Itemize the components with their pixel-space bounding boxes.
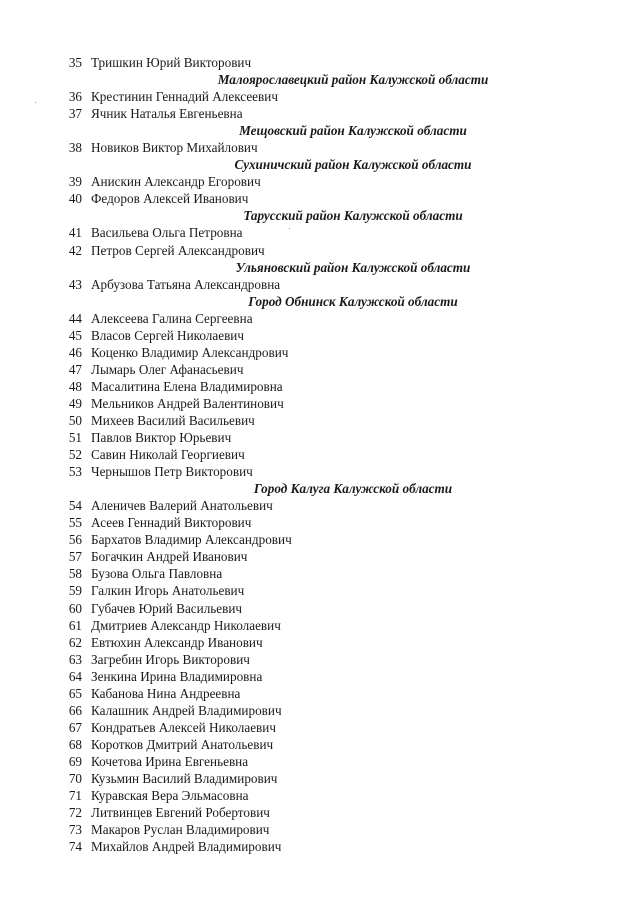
list-item-name: Евтюхин Александр Иванович	[91, 634, 263, 650]
list-item-name: Алексеева Галина Сергеевна	[91, 310, 253, 326]
list-item	[0, 446, 640, 463]
list-item	[0, 514, 640, 531]
list-item-number: 58	[68, 566, 82, 582]
list-item-name: Богачкин Андрей Иванович	[91, 549, 248, 565]
list-item-number: 48	[68, 378, 82, 394]
list-item-number: 35	[68, 55, 82, 70]
list-item-number: 70	[68, 770, 82, 786]
list-item-number: 40	[68, 191, 82, 207]
list-item-number: 41	[68, 225, 82, 241]
list-item	[0, 804, 640, 821]
list-item-number: 45	[68, 327, 82, 343]
list-item-number: 60	[68, 600, 82, 616]
list-item-number: 44	[68, 310, 82, 326]
section-heading: Ульяновский район Калужской области	[235, 259, 471, 275]
list-item-name: Бархатов Владимир Александрович	[91, 532, 292, 548]
section-heading: Малоярославецкий район Калужской области	[217, 72, 489, 88]
list-item-name: Михайлов Андрей Владимирович	[91, 839, 282, 855]
list-item-name: Кабанова Нина Андреевна	[91, 685, 241, 701]
list-item-name: Кочетова Ирина Евгеньевна	[91, 753, 249, 769]
list-item	[0, 173, 640, 190]
list-item-name: Павлов Виктор Юрьевич	[91, 430, 232, 446]
list-item	[0, 378, 640, 395]
section-heading: Сухиничский район Калужской области	[234, 157, 472, 173]
list-item-number: 74	[68, 839, 82, 855]
list-item-name: Чернышов Петр Викторович	[91, 464, 253, 480]
list-item	[0, 565, 640, 582]
list-item-name: Аленичев Валерий Анатольевич	[91, 498, 273, 514]
list-item	[0, 753, 640, 770]
list-item-name: Дмитриев Александр Николаевич	[91, 617, 281, 633]
list-item-number: 42	[68, 242, 82, 258]
list-item-name: Асеев Геннадий Викторович	[91, 515, 252, 531]
list-item-name: Михеев Василий Васильевич	[91, 412, 255, 428]
list-item	[0, 821, 640, 838]
list-item-number: 63	[68, 651, 82, 667]
list-item-name: Лымарь Олег Афанасьевич	[91, 361, 244, 377]
list-item-number: 52	[68, 447, 82, 463]
list-item-number: 56	[68, 532, 82, 548]
list-item-number: 54	[68, 498, 82, 514]
list-item-name: Литвинцев Евгений Робертович	[91, 805, 270, 821]
list-item-number: 72	[68, 805, 82, 821]
list-item	[0, 276, 640, 293]
list-item-number: 55	[68, 515, 82, 531]
list-item-number: 73	[68, 822, 82, 838]
list-item	[0, 190, 640, 207]
list-item-name: Анискин Александр Егорович	[91, 174, 261, 190]
list-item-number: 43	[68, 276, 82, 292]
list-item	[0, 327, 640, 344]
list-item	[0, 787, 640, 804]
list-item	[0, 736, 640, 753]
list-item-number: 61	[68, 617, 82, 633]
list-item-name: Загребин Игорь Викторович	[91, 651, 250, 667]
list-item	[0, 719, 640, 736]
list-item-number: 37	[68, 106, 82, 122]
list-item-name: Власов Сергей Николаевич	[91, 327, 244, 343]
list-item	[0, 242, 640, 259]
list-item-number: 46	[68, 344, 82, 360]
list-item-number: 49	[68, 395, 82, 411]
list-item	[0, 88, 640, 105]
list-item-name: Мельников Андрей Валентинович	[91, 395, 284, 411]
section-heading: Город Калуга Калужской области	[253, 481, 453, 497]
list-item-number: 39	[68, 174, 82, 190]
list-item-number: 62	[68, 634, 82, 650]
list-item	[0, 54, 640, 71]
list-item-number: 71	[68, 788, 82, 804]
list-item	[0, 702, 640, 719]
list-item-name: Васильева Ольга Петровна	[91, 225, 243, 241]
list-item-number: 53	[68, 464, 82, 480]
list-item-name: Ячник Наталья Евгеньевна	[91, 106, 243, 122]
list-item	[0, 651, 640, 668]
list-item	[0, 685, 640, 702]
list-item-name: Коценко Владимир Александрович	[91, 344, 289, 360]
list-item	[0, 600, 640, 617]
list-item-name: Тришкин Юрий Викторович	[91, 55, 252, 70]
list-item	[0, 617, 640, 634]
list-item	[0, 429, 640, 446]
list-item-number: 38	[68, 140, 82, 156]
list-item-number: 50	[68, 412, 82, 428]
list-item-name: Бузова Ольга Павловна	[91, 566, 223, 582]
list-item	[0, 463, 640, 480]
list-item	[0, 582, 640, 599]
list-item	[0, 361, 640, 378]
list-item	[0, 224, 640, 241]
list-item-name: Федоров Алексей Иванович	[91, 191, 249, 207]
list-item-name: Коротков Дмитрий Анатольевич	[91, 736, 274, 752]
list-item	[0, 412, 640, 429]
list-item	[0, 531, 640, 548]
list-item	[0, 344, 640, 361]
list-item-name: Арбузова Татьяна Александровна	[91, 276, 281, 292]
list-item-number: 51	[68, 430, 82, 446]
list-item-name: Губачев Юрий Васильевич	[91, 600, 243, 616]
list-item-number: 67	[68, 719, 82, 735]
list-item-name: Калашник Андрей Владимирович	[91, 702, 282, 718]
list-item-name: Петров Сергей Александрович	[91, 242, 265, 258]
list-item	[0, 838, 640, 855]
list-item-name: Масалитина Елена Владимировна	[91, 378, 283, 394]
list-item	[0, 310, 640, 327]
list-item	[0, 770, 640, 787]
list-item	[0, 139, 640, 156]
list-item-name: Куравская Вера Эльмасовна	[91, 788, 249, 804]
section-heading: Тарусский район Калужской области	[243, 208, 463, 224]
list-item-name: Галкин Игорь Анатольевич	[91, 583, 245, 599]
list-item-name: Савин Николай Георгиевич	[91, 447, 245, 463]
list-item-number: 66	[68, 702, 82, 718]
list-item-number: 47	[68, 361, 82, 377]
list-item-name: Новиков Виктор Михайлович	[91, 140, 258, 156]
section-heading: Город Обнинск Калужской области	[248, 293, 458, 309]
list-item-number: 36	[68, 89, 82, 105]
list-item-name: Крестинин Геннадий Алексеевич	[91, 89, 278, 105]
list-item	[0, 497, 640, 514]
list-item-number: 57	[68, 549, 82, 565]
list-item-number: 64	[68, 668, 82, 684]
section-heading: Мещовский район Калужской области	[239, 123, 467, 139]
list-item	[0, 395, 640, 412]
list-item	[0, 634, 640, 651]
list-item	[0, 105, 640, 122]
list-item-name: Кузьмин Василий Владимирович	[91, 770, 278, 786]
list-item-number: 65	[68, 685, 82, 701]
list-item-number: 68	[68, 736, 82, 752]
list-item-name: Макаров Руслан Владимирович	[91, 822, 270, 838]
list-item	[0, 668, 640, 685]
candidate-list	[0, 54, 640, 855]
list-item-name: Зенкина Ирина Владимировна	[91, 668, 263, 684]
list-item-name: Кондратьев Алексей Николаевич	[91, 719, 276, 735]
list-item	[0, 548, 640, 565]
list-item-number: 59	[68, 583, 82, 599]
list-item-number: 69	[68, 753, 82, 769]
